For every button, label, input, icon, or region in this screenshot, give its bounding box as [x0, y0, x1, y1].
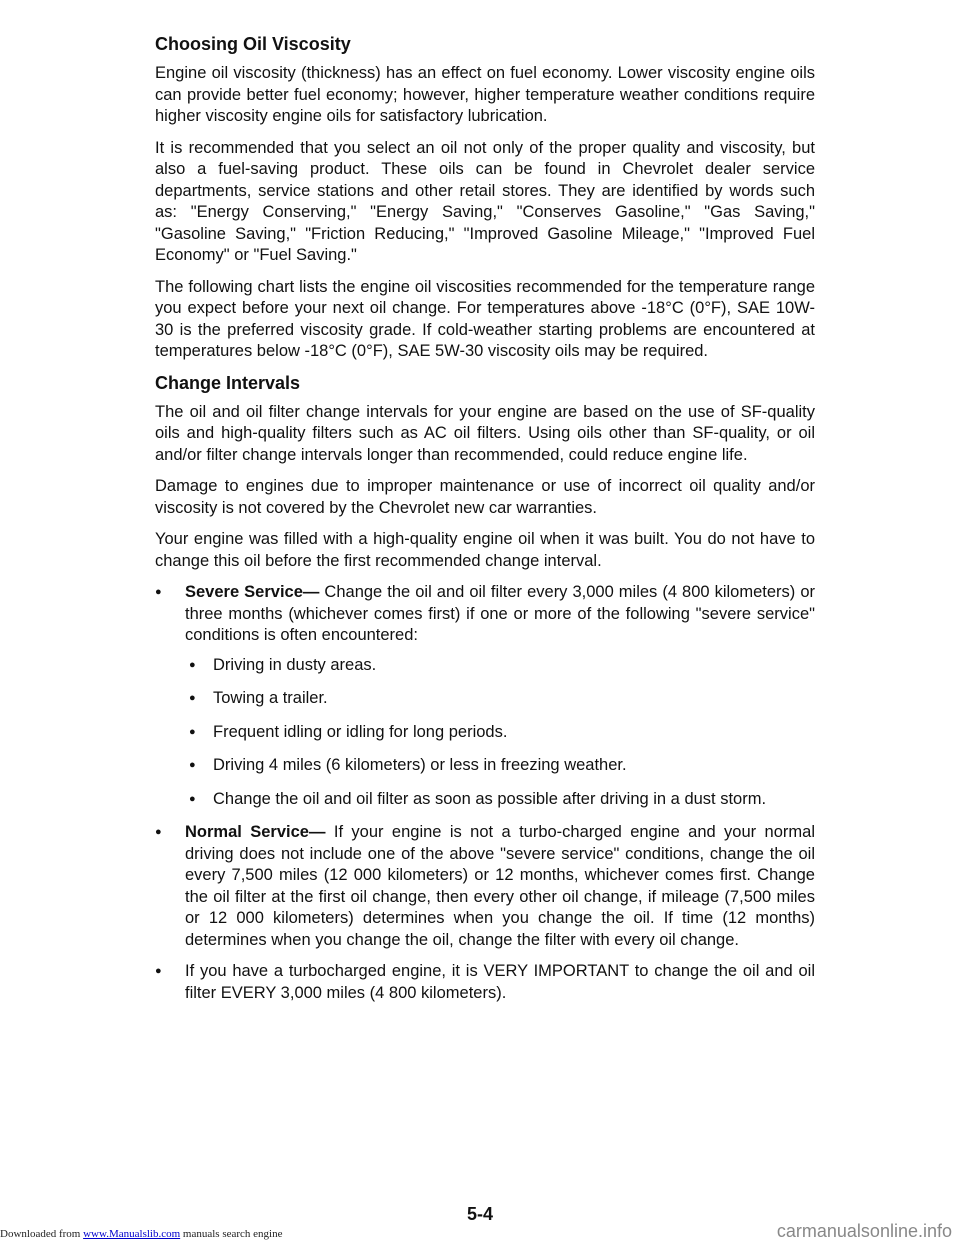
service-list — [155, 582, 815, 1004]
normal-service-label: Normal Service— — [185, 823, 326, 841]
watermark: carmanualsonline.info — [776, 1221, 952, 1241]
manualslib-link[interactable]: www.Manualslib.com — [83, 1228, 181, 1240]
severe-service-label: Severe Service— — [185, 583, 320, 601]
severe-conditions-list — [185, 655, 815, 811]
severe-service-item — [155, 582, 815, 810]
intervals-paragraph-2: Damage to engines due to improper maintenance or use of incorrect oil quality and/or viscosity is not covered by the Chevrolet new car warranties. — [155, 477, 815, 517]
viscosity-heading: Choosing Oil Viscosity — [155, 34, 351, 54]
list-item: ● Driving in dusty areas. — [185, 655, 815, 677]
normal-service-text: If your engine is not a turbo-charged engine and your normal driving does not include one of the above "severe service" conditions, change the oil every 7,500 miles (12 000 kilometers) or 12 months, whichever comes first. Change the oil filter at the first oil change, then every other oil change, if mileage (7,500 miles or 12 000 kilometers) determines when you change the oil. If time (12 months) determines when you change the oil, change the filter with every oil change. — [185, 823, 815, 949]
intervals-paragraph-1: The oil and oil filter change intervals for your engine are based on the use of SF-quality oils and high-quality filters such as AC oil filters. Using oils other than SF-quality, or oil and/or filter change intervals longer than recommended, could reduce engine life. — [155, 402, 815, 464]
viscosity-paragraph-1: Engine oil viscosity (thickness) has an effect on fuel economy. Lower viscosity engine oils can provide better fuel economy; however, higher temperature weather conditions require higher viscosity engine oils for satisfactory lubrication. — [155, 64, 815, 125]
page-number: 5-4 — [466, 1204, 493, 1224]
list-item: ● Towing a trailer. — [185, 688, 815, 710]
list-item: ● Change the oil and oil filter as soon as possible after driving in a dust storm. — [185, 789, 815, 811]
turbo-item: ● If you have a turbocharged engine, it is VERY IMPORTANT to change the oil and oil filter EVERY 3,000 miles (4 800 kilometers). — [155, 961, 815, 1004]
footer-prefix: Downloaded from — [0, 1228, 84, 1240]
footer-suffix: manuals search engine — [180, 1228, 283, 1240]
viscosity-paragraph-2: It is recommended that you select an oil not only of the proper quality and viscosity, but also a fuel-saving product. These oils can be found in Chevrolet dealer service departments, service stations and other retail stores. They are identified by words such as: "Energy Conserving," "Energy Saving," "Conserves Gasoline," "Gas Saving," "Gasoline Saving," "Friction Reducing," "Improved Gasoline Mileage," "Improved Fuel Economy" or "Fuel Saving." — [155, 138, 815, 264]
severe-service-text: Change the oil and oil filter every 3,000 miles (4 800 kilometers) or three months (whichever comes first) if one or more of the following "severe service" conditions is often encountered: — [185, 583, 815, 644]
normal-service-item — [155, 822, 815, 951]
intervals-heading: Change Intervals — [155, 372, 301, 393]
list-item: ● Driving 4 miles (6 kilometers) or less in freezing weather. — [185, 755, 815, 777]
intervals-paragraph-3: Your engine was filled with a high-quality engine oil when it was built. You do not have to change this oil before the first recommended change interval. — [155, 530, 815, 570]
viscosity-paragraph-3: The following chart lists the engine oil viscosities recommended for the temperature range you expect before your next oil change. For temperatures above -18°C (0°F), SAE 10W-30 is the preferred viscosity grade. If cold-weather starting problems are encountered at temperatures below -18°C (0°F), SAE 5W-30 viscosity oils may be required. — [155, 277, 815, 360]
download-footer — [0, 1228, 282, 1240]
list-item: ● Frequent idling or idling for long periods. — [185, 722, 815, 744]
manual-page — [155, 30, 815, 1014]
